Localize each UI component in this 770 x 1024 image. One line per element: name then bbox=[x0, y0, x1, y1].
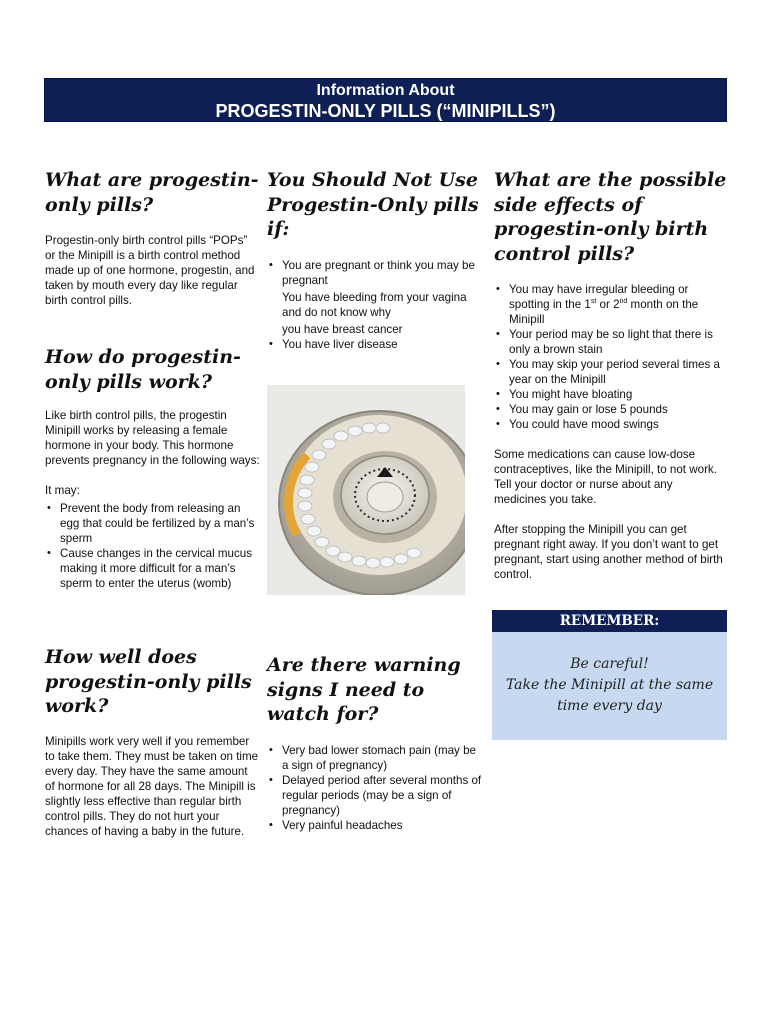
list-should-not-use bbox=[267, 258, 482, 288]
list-item: • You are pregnant or think you may be pregnant bbox=[267, 258, 482, 288]
heading-side-effects: What are the possible side effects of progestin-only birth control pills? bbox=[494, 169, 727, 265]
paragraph-how-work: Like birth control pills, the progestin Minipill works by releasing a female hormone in your body. This hormone prevents pregnancy in the following ways: bbox=[45, 409, 260, 467]
paragraph-medications: Some medications can cause low-dose contraceptives, like the Minipill, to not work. Tell your doctor or nurse about any medicines you take. bbox=[494, 448, 717, 506]
column-middle-warning bbox=[267, 653, 482, 833]
list-item: • Your period may be so light that there is only a brown stain bbox=[494, 327, 727, 357]
column-right bbox=[494, 168, 727, 582]
list-side-effects bbox=[494, 282, 727, 432]
list-continuation: you have breast cancer bbox=[282, 322, 403, 336]
list-it-may bbox=[45, 501, 260, 591]
banner-subtitle: Information About bbox=[316, 82, 455, 99]
list-item: • You may have irregular bleeding or spotting in the 1st or 2nd month on the Minipill bbox=[494, 282, 727, 327]
remember-heading: REMEMBER: bbox=[492, 610, 727, 632]
list-warning-signs bbox=[267, 743, 482, 833]
list-should-not-use-2 bbox=[267, 337, 482, 352]
list-item: • Cause changes in the cervical mucus making it more difficult for a man’s sperm to enter the uterus (womb) bbox=[45, 546, 260, 591]
list-continuation: You have bleeding from your vagina and do not know why bbox=[282, 290, 467, 319]
paragraph-definition: Progestin-only birth control pills “POPs” or the Minipill is a birth control method made up of one hormone, progestin, and taken by mouth every day like regular birth control pills. bbox=[45, 234, 255, 307]
pill-pack-illustration bbox=[267, 385, 465, 595]
title-banner bbox=[44, 78, 727, 122]
list-item: • You may gain or lose 5 pounds bbox=[494, 402, 727, 417]
list-item: • You have liver disease bbox=[267, 337, 482, 352]
paragraph-effectiveness: Minipills work very well if you remember to take them. They must be taken on time every day. They have the same amount of hormone for all 28 days. The Minipill is slightly less effective than regular birth control pills. They do not hurt your chances of having a baby in the future. bbox=[45, 734, 259, 838]
column-left bbox=[45, 168, 260, 308]
column-left-how bbox=[45, 345, 260, 591]
list-item: • You might have bloating bbox=[494, 387, 727, 402]
column-middle bbox=[267, 168, 482, 352]
list-item: • You could have mood swings bbox=[494, 417, 727, 432]
remember-box bbox=[492, 632, 727, 740]
heading-should-not-use: You Should Not Use Progestin-Only pills if: bbox=[267, 169, 479, 240]
pill-pack-photo bbox=[267, 385, 465, 595]
heading-how-work: How do progestin-only pills work? bbox=[45, 346, 241, 393]
column-left-how-well bbox=[45, 645, 260, 839]
remember-line-2: Take the Minipill at the same time every day bbox=[505, 677, 714, 714]
list-item: • You may skip your period several times a year on the Minipill bbox=[494, 357, 727, 387]
list-item: • Delayed period after several months of regular periods (may be a sign of pregnancy) bbox=[267, 773, 482, 818]
heading-how-well: How well does progestin-only pills work? bbox=[45, 646, 252, 717]
paragraph-it-may: It may: bbox=[45, 484, 80, 497]
paragraph-after-stopping: After stopping the Minipill you can get pregnant right away. If you don’t want to get pregnant, start using another method of birth control. bbox=[494, 523, 723, 581]
banner-title: PROGESTIN-ONLY PILLS (“MINIPILLS”) bbox=[215, 101, 556, 121]
list-item: • Very painful headaches bbox=[267, 818, 482, 833]
list-item: • Very bad lower stomach pain (may be a sign of pregnancy) bbox=[267, 743, 482, 773]
heading-warning-signs: Are there warning signs I need to watch for? bbox=[267, 654, 461, 725]
heading-what-are: What are progestin-only pills? bbox=[45, 169, 259, 216]
remember-line-1: Be careful! bbox=[570, 656, 649, 672]
list-item: • Prevent the body from releasing an egg that could be fertilized by a man’s sperm bbox=[45, 501, 260, 546]
